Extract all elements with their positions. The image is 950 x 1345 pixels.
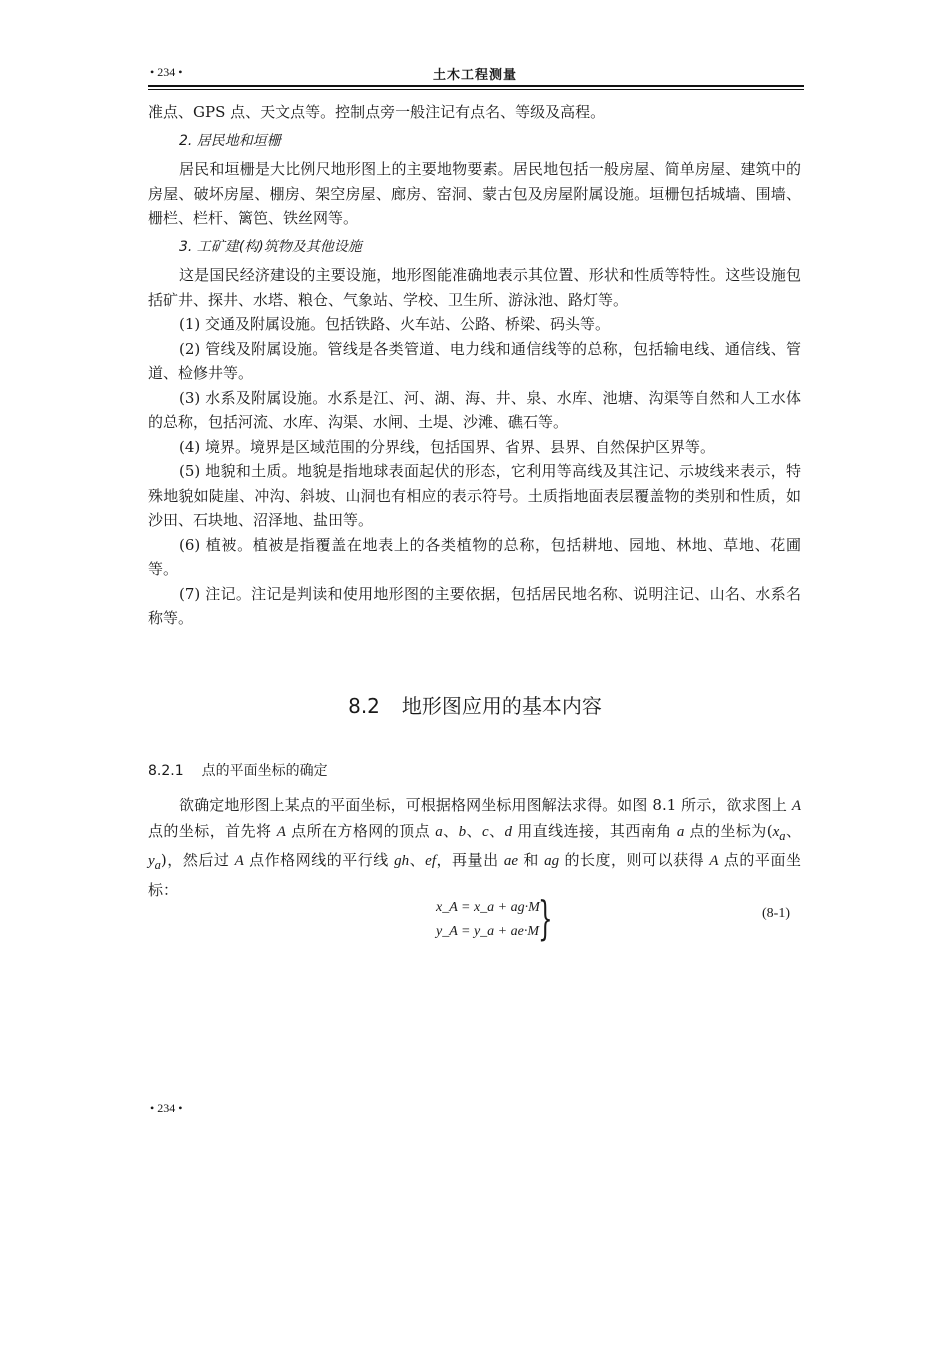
page-number-top: • 234 •: [150, 65, 183, 79]
section-title-text: 地形图应用的基本内容: [401, 694, 602, 718]
text-run: 点的坐标，首先将: [148, 821, 277, 840]
equation: [436, 896, 540, 944]
var-b: b: [458, 823, 467, 840]
text-run: 的长度，则可以获得: [559, 851, 710, 869]
text-run: )，然后过: [160, 851, 235, 869]
list-item: (2) 管线及附属设施。管线是各类管道、电力线和通信线等的总称，包括输电线、通信线、管道、检修井等。: [148, 339, 801, 382]
equation-brace: }: [538, 891, 553, 945]
var-A: A: [709, 853, 719, 869]
running-title: 土木工程测量: [432, 68, 517, 83]
var-c: c: [482, 823, 489, 840]
paragraph-coordinates: [148, 793, 801, 902]
list-item: (3) 水系及附属设施。水系是江、河、湖、海、井、泉、水库、池塘、沟渠等自然和人工水体的总称，包括河流、水库、沟渠、水闸、土堤、沙滩、礁石等。: [148, 388, 801, 431]
text-run: 、: [442, 821, 459, 840]
subscript-a: a: [779, 828, 786, 843]
section-number: 8.2: [348, 694, 380, 718]
var-A: A: [276, 823, 286, 840]
body-text: [148, 100, 801, 631]
list-item: (5) 地貌和土质。地貌是指地球表面起伏的形态，它利用等高线及其注记、示坡线来表示，特殊地貌如陡崖、冲沟、斜坡、山洞也有相应的表示符号。土质指地面表层覆盖物的类别和性质，如沙田、石块地、沼泽地、盐田等。: [148, 462, 801, 529]
page-number-bottom: • 234 •: [150, 1101, 183, 1115]
list-item: (4) 境界。境界是区域范围的分界线，包括国界、省界、县界、自然保护区界等。: [179, 437, 716, 456]
text-run: 点所在方格网的顶点: [285, 821, 436, 840]
var-x: x: [772, 823, 780, 840]
header-rule: [148, 85, 804, 87]
var-a: a: [435, 823, 443, 840]
paragraph-facilities: 这是国民经济建设的主要设施，地形图能准确地表示其位置、形状和性质等特性。这些设施包括矿井、探井、水塔、粮仓、气象站、学校、卫生所、游泳池、路灯等。: [148, 266, 801, 309]
equation-line-1: x_A = x_a + ag·M: [436, 900, 540, 915]
var-A: A: [791, 798, 801, 814]
text-run: 和: [518, 851, 545, 869]
list-item: (6) 植被。植被是指覆盖在地表上的各类植物的总称，包括耕地、园地、林地、草地、花圃等。: [148, 535, 801, 578]
paragraph-residential: 居民和垣栅是大比例尺地形图上的主要地物要素。居民地包括一般房屋、简单房屋、建筑中的房屋、破坏房屋、棚房、架空房屋、廊房、窑洞、蒙古包及房屋附属设施。垣栅包括城墙、围墙、栅栏、栏杆、篱笆、铁丝网等。: [148, 160, 801, 227]
var-ae: ae: [503, 853, 519, 869]
text-run: ，再量出: [435, 851, 504, 869]
var-y: y: [148, 853, 155, 869]
equation-number: (8-1): [762, 906, 790, 921]
var-ag: ag: [544, 853, 560, 869]
text-run: 欲确定地形图上某点的平面坐标，可根据格网坐标用图解法求得。如图 8.1 所示，欲求图上: [179, 796, 792, 814]
var-d: d: [504, 823, 513, 840]
var-gh: gh: [394, 853, 410, 869]
list-item: (1) 交通及附属设施。包括铁路、火车站、公路、桥梁、码头等。: [179, 315, 611, 333]
text-run: 、: [466, 821, 482, 840]
equation-line-2: y_A = y_a + ae·M: [436, 924, 539, 939]
subsection-title: [148, 760, 328, 780]
text-run: 点的平面坐标：: [148, 851, 801, 899]
text-run: 、: [488, 821, 505, 840]
var-A: A: [234, 853, 244, 869]
subsection-title-text: 点的平面坐标的确定: [201, 763, 328, 779]
text-run: 用直线连接，其西南角: [512, 821, 677, 840]
section-title: [0, 690, 950, 719]
list-item: (7) 注记。注记是判读和使用地形图的主要依据，包括居民地名称、说明注记、山名、水系名称等。: [148, 584, 801, 627]
text-run: 点的坐标为(: [684, 821, 773, 840]
text-run: 点作格网线的平行线: [243, 851, 395, 869]
subheading-facilities: 3. 工矿建(构)筑物及其他设施: [179, 238, 362, 255]
subsection-number: 8.2.1: [148, 763, 184, 779]
text-run: 、: [785, 821, 801, 840]
subheading-residential: 2. 居民地和垣栅: [179, 132, 281, 149]
intro-line: 准点、GPS 点、天文点等。控制点旁一般注记有点名、等级及高程。: [148, 103, 606, 121]
text-run: 、: [409, 851, 426, 869]
var-ef: ef: [425, 853, 436, 869]
subscript-a: a: [154, 858, 161, 872]
header-rule-thin: [148, 89, 804, 90]
var-a: a: [676, 823, 685, 840]
